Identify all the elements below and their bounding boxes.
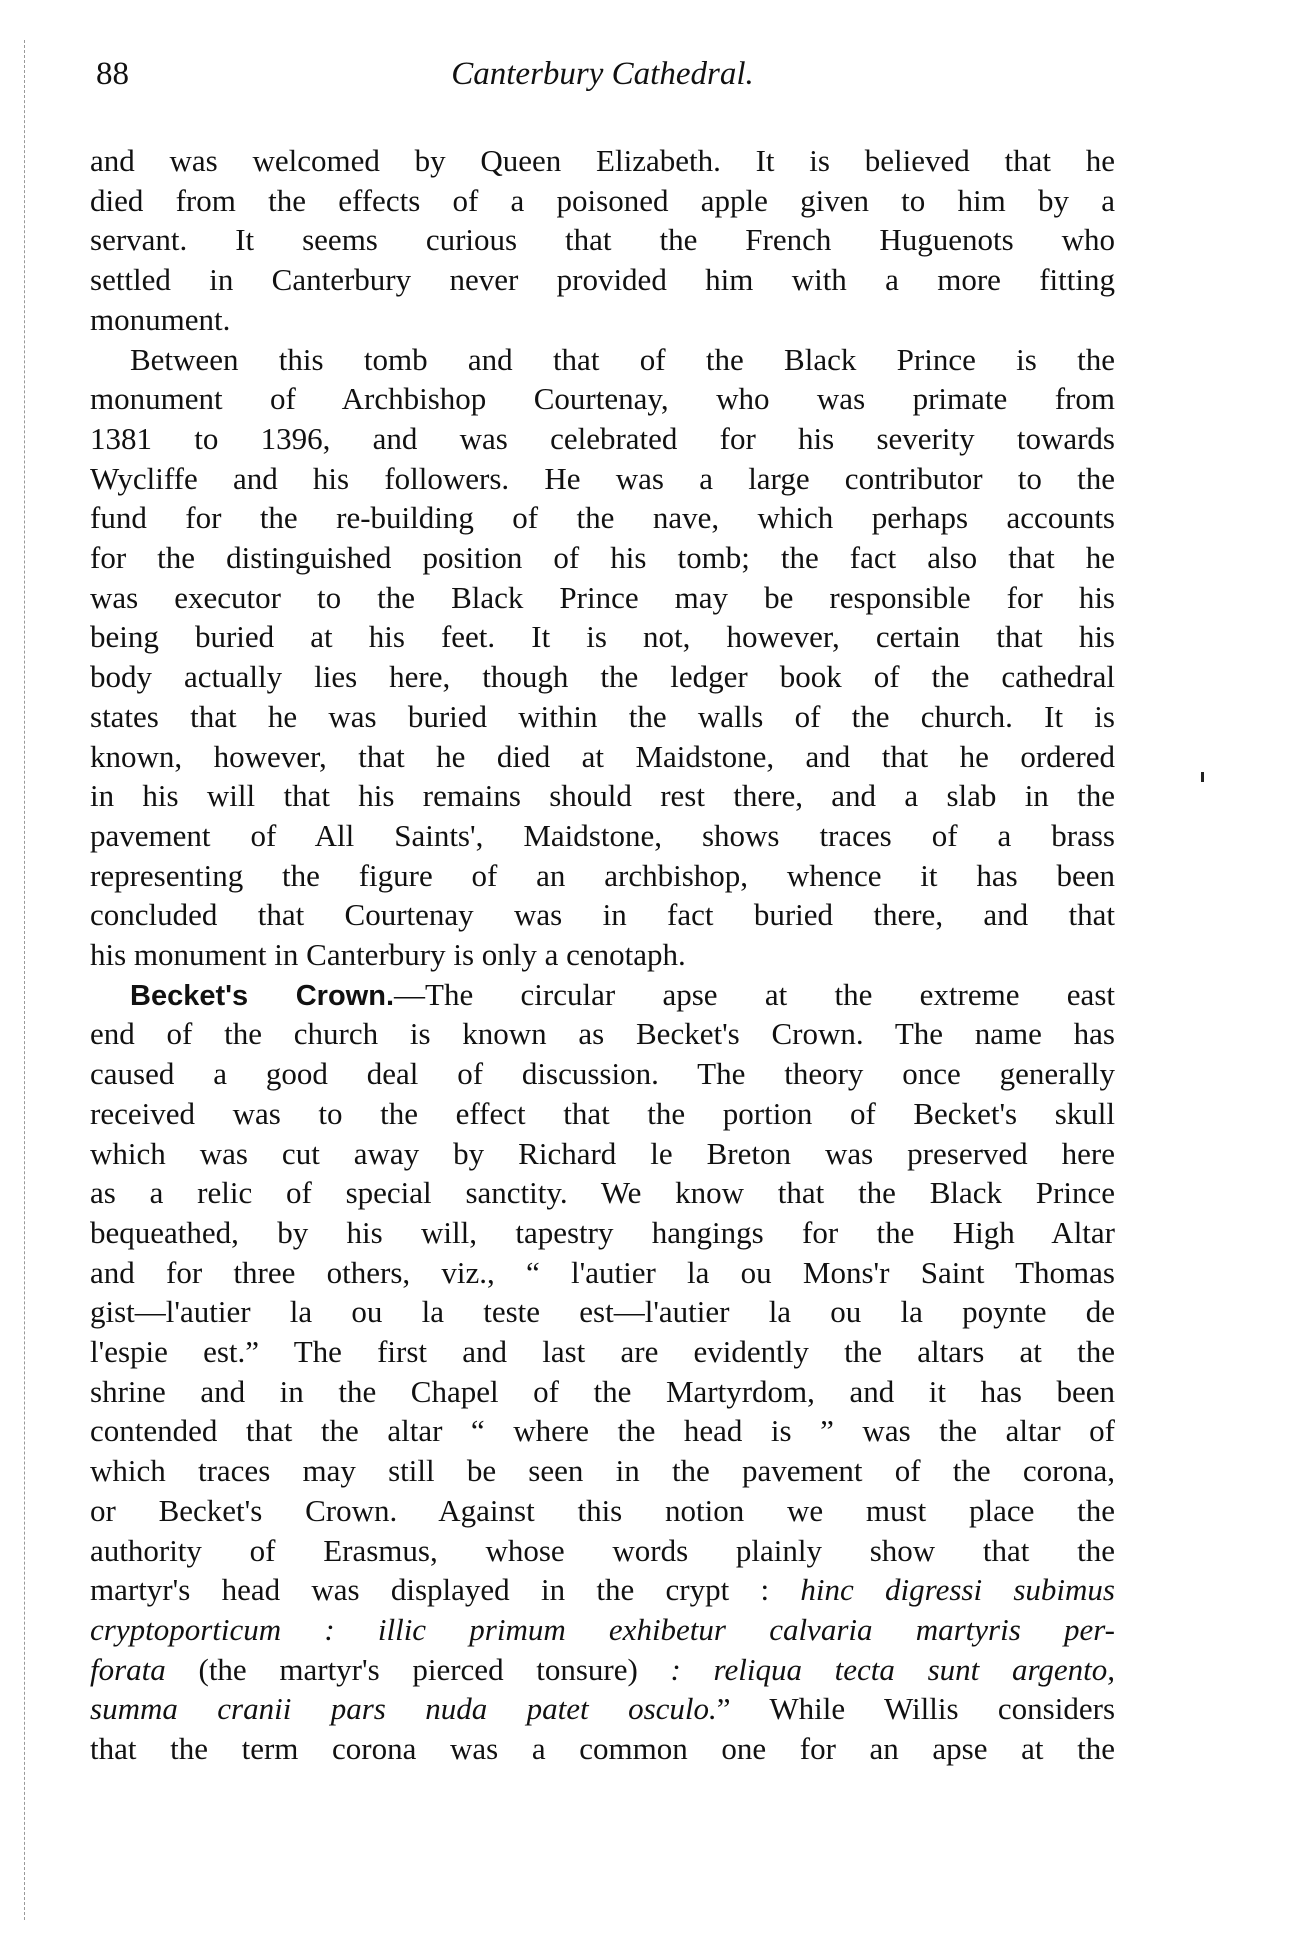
text-span: and was welcomed by Queen Elizabeth. It is believed that he	[90, 143, 1115, 178]
text-span: body actually lies here, though the ledger book of the cathedral	[90, 659, 1115, 695]
text-line	[90, 737, 1115, 777]
text-span: died from the effects of a poisoned apple given to him by a	[90, 182, 1115, 218]
text-line	[90, 1014, 1115, 1054]
text-line	[90, 419, 1115, 459]
text-span: martyr's head was displayed in the crypt :	[90, 1572, 801, 1608]
text-span: fund for the re-building of the nave, which perhaps accounts	[90, 500, 1115, 536]
text-line	[90, 300, 1115, 340]
text-span: was executor to the Black Prince may be responsible for his	[90, 579, 1115, 615]
text-line	[90, 498, 1115, 538]
text-line	[90, 379, 1115, 419]
text-line	[90, 1332, 1115, 1372]
text-line	[90, 1610, 1115, 1650]
text-line	[90, 1094, 1115, 1134]
text-line	[90, 1570, 1115, 1610]
text-span: —The circular apse at the extreme east	[394, 976, 1115, 1012]
section-heading: Becket's Crown.	[130, 979, 395, 1012]
text-span: representing the figure of an archbishop, whence it has been	[90, 857, 1115, 893]
text-line	[90, 1253, 1115, 1293]
text-line	[90, 1729, 1115, 1769]
text-line	[90, 617, 1115, 657]
text-span: pavement of All Saints', Maidstone, shows traces of a brass	[90, 817, 1115, 853]
text-line	[90, 1372, 1115, 1412]
text-span: authority of Erasmus, whose words plainly show that the	[90, 1532, 1115, 1568]
page-number: 88	[96, 56, 129, 92]
text-line	[90, 657, 1115, 697]
text-span: 1381 to 1396, and was celebrated for his severity towards	[90, 420, 1115, 456]
text-line	[90, 1173, 1115, 1213]
text-span: as a relic of special sanctity. We know that the Black Prince	[90, 1175, 1115, 1211]
text-span: gist—l'autier la ou la teste est—l'autier la ou la poynte de	[90, 1294, 1115, 1330]
text-line	[90, 459, 1115, 499]
running-header	[90, 56, 1115, 104]
text-span: in his will that his remains should rest there, and a slab in the	[90, 778, 1115, 814]
text-line	[90, 1451, 1115, 1491]
text-line	[90, 340, 1115, 380]
text-span: contended that the altar “ where the head is ” was the altar of	[90, 1413, 1115, 1449]
latin-quote: cryptoporticum : illic primum exhibetur calvaria martyris per-	[90, 1611, 1115, 1647]
text-span: monument of Archbishop Courtenay, who was primate from	[90, 381, 1115, 417]
text-line	[90, 975, 1115, 1015]
text-span: states that he was buried within the walls of the church. It is	[90, 698, 1115, 734]
text-line	[90, 895, 1115, 935]
text-line	[90, 776, 1115, 816]
text-span: his monument in Canterbury is only a cenotaph.	[90, 937, 686, 972]
text-line	[90, 1650, 1115, 1690]
text-span: bequeathed, by his will, tapestry hangings for the High Altar	[90, 1214, 1115, 1250]
text-span: or Becket's Crown. Against this notion we must place the	[90, 1492, 1115, 1528]
latin-quote: : reliqua tecta sunt argento,	[637, 1651, 1115, 1687]
text-line	[90, 1411, 1115, 1451]
text-span: concluded that Courtenay was in fact buried there, and that	[90, 897, 1115, 933]
text-span: which was cut away by Richard le Breton was preserved here	[90, 1135, 1115, 1171]
text-line	[90, 181, 1115, 221]
text-span: monument.	[90, 301, 231, 337]
text-line	[90, 1213, 1115, 1253]
text-line	[90, 935, 1115, 975]
running-title: Canterbury Cathedral.	[451, 56, 754, 92]
scan-speck	[1201, 772, 1204, 782]
text-line	[90, 260, 1115, 300]
text-span: and for three others, viz., “ l'autier la ou Mons'r Saint Thomas	[90, 1254, 1115, 1290]
text-span: servant. It seems curious that the French Huguenots who	[90, 222, 1115, 258]
text-span: (the martyr's pierced tonsure)	[165, 1651, 638, 1687]
text-line	[90, 1134, 1115, 1174]
text-span: known, however, that he died at Maidstone, and that he ordered	[90, 738, 1115, 774]
text-span: ” While Willis considers	[716, 1691, 1116, 1727]
text-span: being buried at his feet. It is not, however, certain that his	[90, 619, 1115, 655]
text-line	[90, 578, 1115, 618]
text-span: that the term corona was a common one for an apse at the	[90, 1731, 1115, 1766]
text-line	[90, 856, 1115, 896]
text-span: settled in Canterbury never provided him with a more fitting	[90, 262, 1115, 298]
text-line	[90, 220, 1115, 260]
text-span: shrine and in the Chapel of the Martyrdom, and it has been	[90, 1373, 1115, 1409]
latin-quote: summa cranii pars nuda patet osculo.	[90, 1691, 717, 1727]
text-line	[90, 1531, 1115, 1571]
text-span: l'espie est.” The first and last are evidently the altars at the	[90, 1334, 1115, 1369]
text-line	[90, 538, 1115, 578]
text-line	[90, 1054, 1115, 1094]
latin-quote: forata	[90, 1651, 166, 1687]
text-span: received was to the effect that the portion of Becket's skull	[90, 1095, 1115, 1131]
text-span: which traces may still be seen in the pavement of the corona,	[90, 1453, 1115, 1489]
text-span: end of the church is known as Becket's Crown. The name has	[90, 1016, 1115, 1052]
text-line	[90, 141, 1115, 181]
text-span: Between this tomb and that of the Black Prince is the	[130, 341, 1115, 377]
text-line	[90, 1292, 1115, 1332]
page-edge-rule	[24, 40, 25, 1920]
text-line	[90, 816, 1115, 856]
text-span: caused a good deal of discussion. The theory once generally	[90, 1056, 1115, 1092]
text-line	[90, 1491, 1115, 1531]
text-span: Wycliffe and his followers. He was a large contributor to the	[90, 460, 1115, 496]
latin-quote: hinc digressi subimus	[800, 1572, 1115, 1608]
text-line	[90, 697, 1115, 737]
text-line	[90, 1689, 1115, 1729]
text-span: for the distinguished position of his tomb; the fact also that he	[90, 540, 1115, 575]
